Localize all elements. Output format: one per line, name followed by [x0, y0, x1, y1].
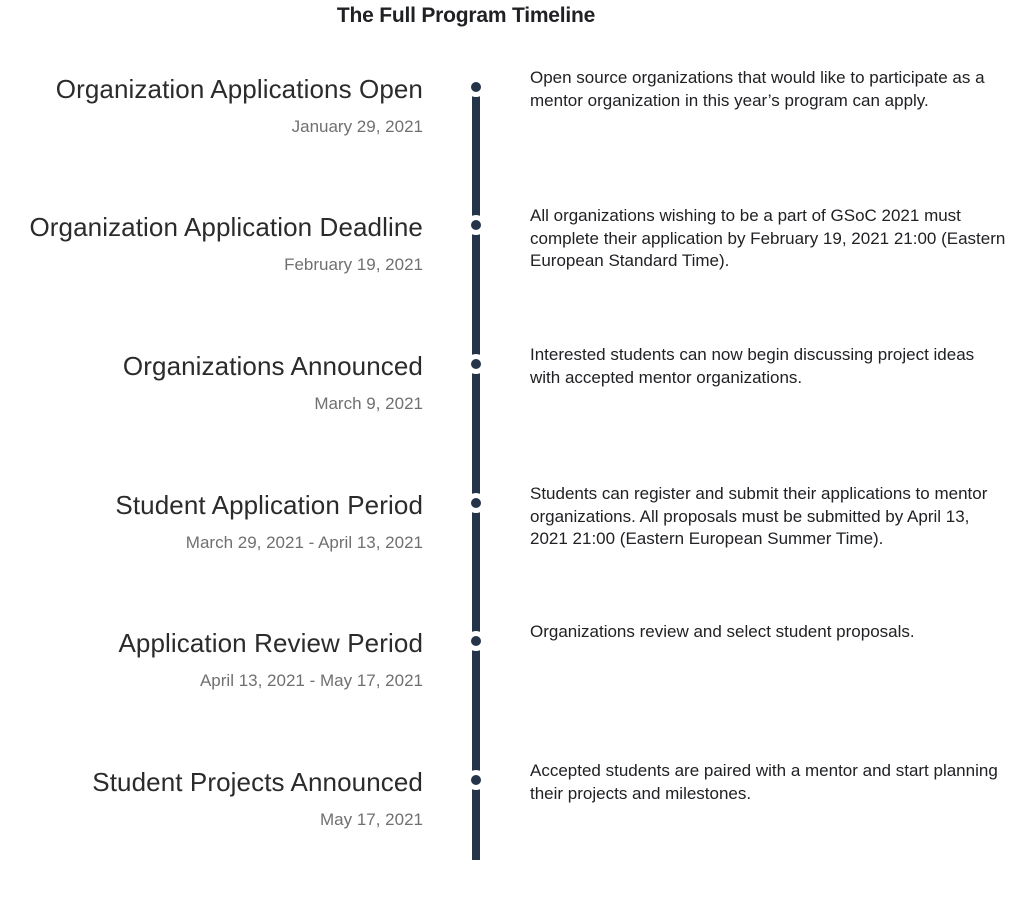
event-title: Application Review Period — [118, 628, 423, 658]
event-date: March 29, 2021 - April 13, 2021 — [185, 533, 423, 552]
event-date: March 9, 2021 — [314, 394, 423, 413]
timeline-dot-icon — [466, 354, 486, 374]
timeline-dot-icon — [466, 77, 486, 97]
event-title: Student Projects Announced — [92, 767, 423, 797]
event-date: February 19, 2021 — [284, 255, 423, 274]
timeline-event — [0, 68, 1012, 210]
event-title: Organizations Announced — [122, 351, 423, 381]
event-description: All organizations wishing to be a part of GSoC 2021 must complete their application by February 19, 2021 21:00 (Eastern European Standard Time). — [530, 206, 1006, 270]
event-date: January 29, 2021 — [291, 117, 423, 136]
timeline-dot-icon — [466, 215, 486, 235]
timeline-event — [0, 206, 1012, 348]
event-description: Accepted students are paired with a mentor and start planning their projects and milestones. — [530, 761, 998, 803]
timeline-event — [0, 345, 1012, 487]
page-title: The Full Program Timeline — [336, 4, 596, 27]
event-description: Open source organizations that would like to participate as a mentor organization in this year’s program can apply. — [530, 68, 985, 110]
event-description: Organizations review and select student proposals. — [530, 622, 915, 641]
timeline-event — [0, 622, 1012, 764]
timeline-dot-icon — [466, 770, 486, 790]
timeline-dot-icon — [466, 631, 486, 651]
timeline-event — [0, 761, 1012, 903]
event-date: April 13, 2021 - May 17, 2021 — [199, 671, 423, 690]
event-title: Student Application Period — [115, 490, 423, 520]
event-description: Interested students can now begin discussing project ideas with accepted mentor organizations. — [530, 345, 975, 387]
event-description: Students can register and submit their applications to mentor organizations. All proposals must be submitted by April 13, 2021 21:00 (Eastern European Summer Time). — [530, 484, 988, 548]
event-title: Organization Applications Open — [55, 74, 423, 104]
timeline-event — [0, 484, 1012, 626]
event-date: May 17, 2021 — [319, 810, 423, 829]
timeline-dot-icon — [466, 493, 486, 513]
event-title: Organization Application Deadline — [29, 212, 423, 242]
